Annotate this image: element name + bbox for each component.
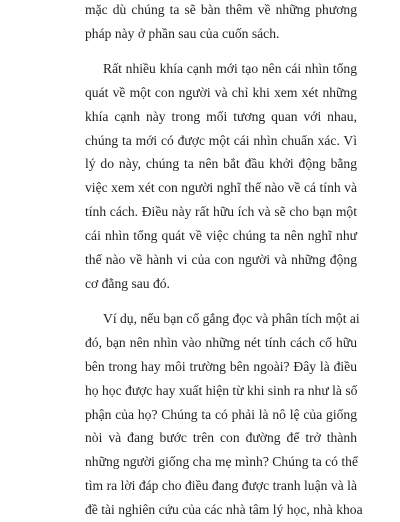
text-line: quát về một con người và chỉ khi xem xét những xyxy=(85,84,357,100)
paragraph-gap xyxy=(85,46,357,57)
text-line: thế nào về hành vi của con người và những động xyxy=(85,252,357,268)
text-line: Ví dụ, nếu bạn cố gắng đọc và phân tích một ai xyxy=(103,310,360,326)
paragraph-gap xyxy=(85,296,357,307)
text-line: họ học được hay xuất hiện từ khi sinh ra như là số xyxy=(85,382,358,398)
text-line: cái nhìn tổng quát về việc chúng ta nên nghĩ như xyxy=(85,228,357,244)
text-line: phận của họ? Chúng ta có phải là nô lệ của giống xyxy=(85,406,357,422)
text-line: đó, bạn nên nhìn vào những nét tính cách cố hữu xyxy=(85,334,357,350)
paragraph xyxy=(85,57,357,296)
body-text xyxy=(85,0,363,522)
paragraph-continued xyxy=(85,0,357,46)
text-line: tính cách. Điều này rất hữu ích và sẽ cho bạn một xyxy=(85,204,357,220)
text-line: chúng ta mới có được một cái nhìn chuẩn xác. Vì xyxy=(85,132,357,148)
paragraph xyxy=(85,307,363,522)
text-line: mặc dù chúng ta sẽ bàn thêm về những phương xyxy=(85,2,357,17)
text-line: Rất nhiều khía cạnh mới tạo nên cái nhìn tổng xyxy=(103,60,357,76)
text-line: việc xem xét con người nghĩ thế nào về cá tính và xyxy=(85,180,357,196)
text-line: cơ đằng sau đó. xyxy=(85,275,170,291)
text-line: những người giống cha mẹ mình? Chúng ta có thể xyxy=(85,454,358,470)
text-line: bên trong hay môi trường bên ngoài? Đây là điều xyxy=(85,358,357,374)
text-line: khía cạnh này trong mối tương quan với nhau, xyxy=(85,108,357,124)
text-line: lý do này, chúng ta nên bắt đầu khởi động bằng xyxy=(85,156,357,172)
text-line: tìm ra lời đáp cho điều đang được tranh luận và là xyxy=(85,478,357,494)
text-line: pháp này ở phần sau của cuốn sách. xyxy=(85,25,280,41)
text-line: nòi và đang bước trên con đường để trở thành xyxy=(85,430,357,446)
text-line: đề tài nghiên cứu của các nhà tâm lý học, nhà khoa xyxy=(85,502,363,518)
